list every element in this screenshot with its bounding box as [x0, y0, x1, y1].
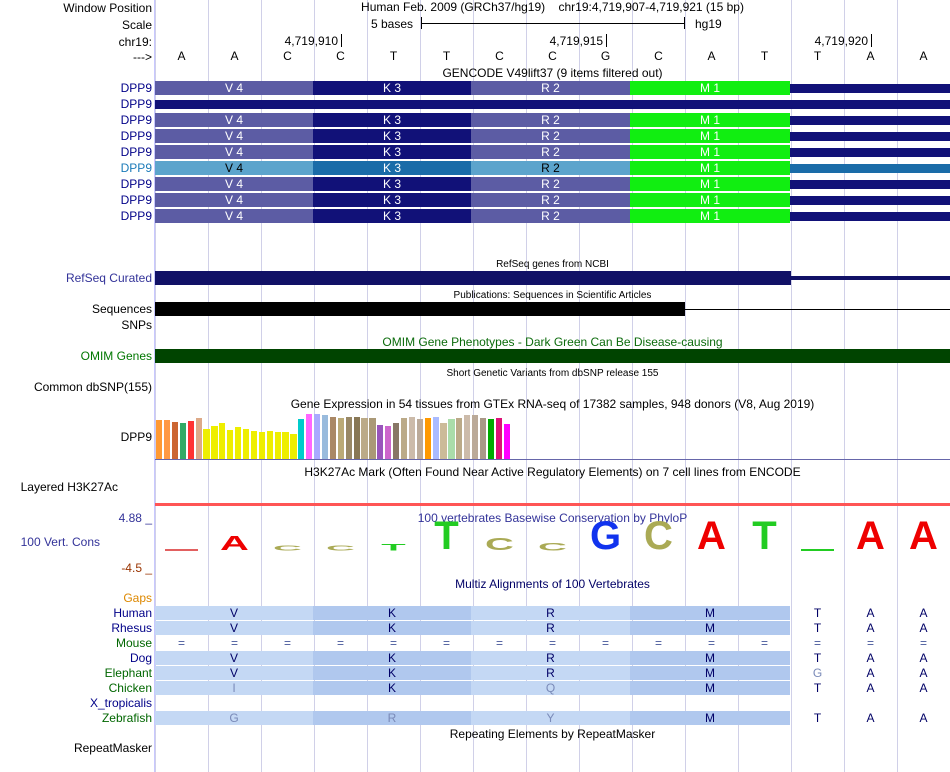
utr-block[interactable] — [790, 212, 950, 221]
gtex-tissue-bar[interactable] — [243, 429, 249, 459]
refseq-coding-block[interactable] — [155, 271, 791, 285]
ruler-tick — [871, 34, 872, 47]
gencode-transcript[interactable] — [155, 177, 950, 191]
aligned-base: T — [813, 651, 822, 665]
gtex-tissue-bar[interactable] — [385, 426, 391, 459]
multiz-species-row[interactable] — [155, 711, 950, 725]
scale-bar — [421, 17, 685, 29]
gencode-transcript-label[interactable]: DPP9 — [120, 145, 152, 159]
gtex-tissue-bar[interactable] — [464, 415, 470, 459]
multiz-species-label[interactable]: Chicken — [108, 681, 152, 695]
gtex-tissue-bar[interactable] — [156, 420, 162, 459]
codon-block[interactable]: M 1 — [630, 145, 790, 159]
gencode-track-title[interactable]: GENCODE V49lift37 (9 items filtered out) — [442, 66, 663, 80]
gencode-transcript[interactable] — [155, 193, 950, 207]
snps-label[interactable]: SNPs — [121, 318, 152, 332]
codon-block[interactable]: M 1 — [630, 177, 790, 191]
codon-block[interactable]: V 4 — [155, 81, 313, 95]
utr-block[interactable] — [790, 164, 950, 173]
codon-block[interactable]: R 2 — [471, 209, 630, 223]
codon-block[interactable]: M 1 — [630, 161, 790, 175]
base-letter: C — [548, 49, 557, 63]
aligned-base: A — [919, 621, 928, 635]
codon-block[interactable]: K 3 — [313, 145, 471, 159]
aligned-equal-mark: = — [495, 636, 503, 650]
gtex-tissue-bar[interactable] — [425, 418, 431, 459]
aligned-amino-acid: K — [313, 606, 471, 620]
phylop-base-letter: C — [644, 514, 673, 558]
gencode-transcript-label[interactable]: DPP9 — [120, 81, 152, 95]
aligned-base: A — [866, 651, 875, 665]
aligned-equal-mark: = — [813, 636, 821, 650]
strand-arrow-label: ---> — [133, 50, 152, 64]
multiz-species-label[interactable]: Zebrafish — [101, 711, 152, 725]
multiz-species-label[interactable]: Mouse — [115, 636, 152, 650]
aligned-amino-acid: M — [630, 621, 790, 635]
aligned-amino-acid: R — [313, 711, 471, 725]
transcript-block[interactable] — [155, 100, 950, 109]
multiz-track-title[interactable]: Multiz Alignments of 100 Vertebrates — [455, 577, 650, 591]
gtex-tissue-bar[interactable] — [440, 423, 446, 459]
utr-block[interactable] — [790, 148, 950, 157]
aligned-amino-acid: V — [155, 666, 313, 680]
gencode-transcript-label[interactable]: DPP9 — [120, 97, 152, 111]
common-dbsnp-label[interactable]: Common dbSNP(155) — [33, 380, 152, 394]
aligned-equal-mark: = — [336, 636, 344, 650]
phylop-base-letter: C — [485, 535, 514, 555]
codon-block[interactable]: R 2 — [471, 177, 630, 191]
gtex-tissue-bar[interactable] — [306, 414, 312, 459]
codon-block[interactable]: K 3 — [313, 209, 471, 223]
base-letter: A — [230, 49, 239, 63]
codon-block[interactable]: V 4 — [155, 129, 313, 143]
gtex-tissue-bar[interactable] — [314, 414, 320, 459]
gtex-tissue-bar[interactable] — [196, 418, 202, 459]
gtex-tissue-bar[interactable] — [164, 420, 170, 459]
base-letter: A — [707, 49, 716, 63]
gtex-tissue-bar[interactable] — [188, 421, 194, 459]
gencode-transcript[interactable] — [155, 209, 950, 223]
codon-block[interactable]: K 3 — [313, 193, 471, 207]
gencode-transcript[interactable] — [155, 81, 950, 95]
multiz-species-row[interactable] — [155, 636, 950, 650]
gtex-tissue-bar[interactable] — [267, 431, 273, 459]
aligned-amino-acid: R — [471, 651, 630, 665]
aligned-base: G — [812, 666, 823, 680]
aligned-base: A — [866, 681, 875, 695]
gencode-transcript[interactable] — [155, 129, 950, 143]
multiz-species-row[interactable] — [155, 606, 950, 620]
aligned-equal-mark: = — [442, 636, 450, 650]
gtex-tissue-bar[interactable] — [480, 418, 486, 459]
codon-block[interactable]: V 4 — [155, 161, 313, 175]
aligned-base: A — [866, 606, 875, 620]
gencode-transcript[interactable] — [155, 161, 950, 175]
gtex-tissue-bar[interactable] — [504, 424, 510, 459]
gaps-label: Gaps — [123, 591, 152, 605]
phylop-track-title[interactable]: 100 vertebrates Basewise Conservation by PhyloP — [417, 511, 688, 525]
conservation-min-label: -4.5 _ — [121, 561, 152, 575]
codon-block[interactable]: R 2 — [471, 113, 630, 127]
aligned-amino-acid: R — [471, 621, 630, 635]
codon-block[interactable]: K 3 — [313, 161, 471, 175]
aligned-base: A — [866, 711, 875, 725]
publication-sequence-line — [685, 309, 950, 310]
gtex-tissue-bar[interactable] — [203, 429, 209, 459]
utr-block[interactable] — [790, 196, 950, 205]
base-letter: C — [654, 49, 663, 63]
chrom-label: chr19: — [118, 35, 152, 49]
codon-block[interactable]: M 1 — [630, 81, 790, 95]
aligned-equal-mark: = — [601, 636, 609, 650]
gtex-tissue-bar[interactable] — [259, 432, 265, 459]
gtex-tissue-bar[interactable] — [251, 431, 257, 459]
window-position-label: Window Position — [63, 1, 152, 15]
gtex-tissue-bar[interactable] — [393, 423, 399, 459]
gtex-tissue-bar[interactable] — [219, 423, 225, 459]
h3k27ac-track-title[interactable]: H3K27Ac Mark (Often Found Near Active Regulatory Elements) on 7 cell lines from ENCODE — [304, 465, 801, 479]
base-letter: T — [760, 49, 769, 63]
aligned-equal-mark: = — [760, 636, 768, 650]
codon-block[interactable]: M 1 — [630, 129, 790, 143]
codon-block[interactable]: R 2 — [471, 193, 630, 207]
multiz-species-label[interactable]: X_tropicalis — [89, 696, 152, 710]
codon-block[interactable]: R 2 — [471, 145, 630, 159]
aligned-amino-acid: K — [313, 666, 471, 680]
codon-block[interactable]: V 4 — [155, 177, 313, 191]
aligned-base: A — [919, 711, 928, 725]
gtex-tissue-bar[interactable] — [456, 418, 462, 459]
gtex-tissue-bar[interactable] — [369, 418, 375, 459]
aligned-equal-mark: = — [177, 636, 185, 650]
base-letter: T — [389, 49, 398, 63]
gtex-gene-label[interactable]: DPP9 — [120, 430, 152, 444]
window-position-header — [155, 1, 950, 14]
codon-block[interactable]: V 4 — [155, 145, 313, 159]
aligned-amino-acid: V — [155, 651, 313, 665]
vert-cons-label[interactable]: 100 Vert. Cons — [20, 535, 100, 549]
gencode-transcript[interactable] — [155, 145, 950, 159]
aligned-base: T — [813, 606, 822, 620]
gencode-transcript-label[interactable]: DPP9 — [120, 193, 152, 207]
layered-h3k27ac-label[interactable]: Layered H3K27Ac — [20, 480, 118, 494]
aligned-amino-acid: I — [155, 681, 313, 695]
aligned-amino-acid: M — [630, 606, 790, 620]
codon-block[interactable]: R 2 — [471, 81, 630, 95]
gtex-tissue-bar[interactable] — [488, 419, 494, 459]
repeatmasker-track-title[interactable]: Repeating Elements by RepeatMasker — [449, 727, 656, 741]
utr-block[interactable] — [790, 116, 950, 125]
utr-block[interactable] — [790, 132, 950, 141]
aligned-amino-acid: M — [630, 651, 790, 665]
aligned-equal-mark: = — [654, 636, 662, 650]
codon-block[interactable]: K 3 — [313, 129, 471, 143]
base-letter: C — [283, 49, 292, 63]
omim-gene-block[interactable] — [155, 349, 950, 363]
publications-track-title[interactable]: Publications: Sequences in Scientific Articles — [453, 290, 652, 301]
base-letter: G — [600, 49, 611, 63]
phylop-bar — [165, 549, 198, 551]
gencode-transcript[interactable] — [155, 97, 950, 111]
scale-assembly-label: hg19 — [695, 17, 722, 31]
base-letter: A — [866, 49, 875, 63]
multiz-species-label[interactable]: Rhesus — [111, 621, 152, 635]
phylop-base-letter: A — [697, 514, 726, 558]
publication-sequence-block[interactable] — [155, 302, 685, 316]
aligned-amino-acid: M — [630, 711, 790, 725]
aligned-amino-acid: K — [313, 681, 471, 695]
gtex-tissue-bar[interactable] — [322, 415, 328, 459]
base-letter: A — [177, 49, 186, 63]
phylop-base-letter: T — [434, 514, 459, 558]
gtex-baseline — [155, 459, 950, 460]
ruler-tick — [341, 34, 342, 47]
h3k27ac-signal-line — [155, 503, 950, 506]
gtex-tissue-bar[interactable] — [417, 419, 423, 459]
aligned-base: A — [866, 621, 875, 635]
aligned-equal-mark: = — [866, 636, 874, 650]
gtex-tissue-bar[interactable] — [401, 418, 407, 459]
gtex-tissue-bar[interactable] — [282, 432, 288, 459]
phylop-base-letter: C — [273, 544, 302, 553]
ruler-tick — [606, 34, 607, 47]
refseq-curated-label[interactable]: RefSeq Curated — [65, 271, 152, 285]
phylop-base-letter: T — [381, 542, 406, 553]
base-letter: C — [495, 49, 504, 63]
gtex-tissue-bar[interactable] — [496, 418, 502, 459]
aligned-base: A — [919, 606, 928, 620]
gtex-tissue-bar[interactable] — [361, 418, 367, 459]
phylop-base-letter: C — [538, 540, 567, 553]
codon-block[interactable]: K 3 — [313, 177, 471, 191]
ruler-position-label: 4,719,920 — [814, 34, 868, 48]
utr-block[interactable] — [790, 180, 950, 189]
aligned-base: T — [813, 711, 822, 725]
gtex-track-title[interactable]: Gene Expression in 54 tissues from GTEx RNA-seq of 17382 samples, 948 donors (V8, Aug 2019) — [290, 397, 815, 411]
codon-block[interactable]: K 3 — [313, 113, 471, 127]
gtex-tissue-bar[interactable] — [330, 417, 336, 459]
codon-block[interactable]: V 4 — [155, 209, 313, 223]
sequences-label[interactable]: Sequences — [91, 302, 152, 316]
gtex-tissue-bar[interactable] — [338, 418, 344, 459]
ruler-position-label: 4,719,910 — [284, 34, 338, 48]
phylop-base-letter: A — [856, 514, 885, 558]
aligned-base: A — [919, 666, 928, 680]
phylop-base-letter: T — [752, 514, 777, 558]
multiz-species-label[interactable]: Human — [113, 606, 152, 620]
multiz-species-row[interactable] — [155, 621, 950, 635]
aligned-amino-acid: M — [630, 666, 790, 680]
base-letter: C — [336, 49, 345, 63]
codon-block[interactable]: M 1 — [630, 193, 790, 207]
gtex-tissue-bar[interactable] — [433, 417, 439, 459]
codon-block[interactable]: V 4 — [155, 113, 313, 127]
aligned-amino-acid: Y — [471, 711, 630, 725]
scale-size-label: 5 bases — [371, 17, 414, 31]
base-letter: T — [813, 49, 822, 63]
aligned-base: A — [866, 666, 875, 680]
aligned-amino-acid: V — [155, 621, 313, 635]
multiz-species-label[interactable]: Dog — [129, 651, 152, 665]
repeatmasker-label[interactable]: RepeatMasker — [73, 741, 152, 755]
codon-block[interactable]: M 1 — [630, 113, 790, 127]
gtex-tissue-bar[interactable] — [211, 426, 217, 459]
multiz-species-row[interactable] — [155, 666, 950, 680]
gtex-tissue-bar[interactable] — [180, 423, 186, 459]
gencode-transcript-label[interactable]: DPP9 — [120, 113, 152, 127]
multiz-species-label[interactable]: Elephant — [104, 666, 152, 680]
phylop-base-letter: A — [220, 532, 249, 555]
track-label-column — [0, 0, 154, 772]
gtex-tissue-bar[interactable] — [409, 417, 415, 459]
phylop-base-letter: A — [909, 514, 938, 558]
multiz-species-row[interactable] — [155, 651, 950, 665]
gencode-transcript-label[interactable]: DPP9 — [120, 129, 152, 143]
aligned-amino-acid: R — [471, 666, 630, 680]
gtex-tissue-bar[interactable] — [346, 417, 352, 459]
codon-block[interactable]: R 2 — [471, 129, 630, 143]
gtex-tissue-bar[interactable] — [172, 422, 178, 459]
aligned-amino-acid: G — [155, 711, 313, 725]
base-letter: T — [442, 49, 451, 63]
aligned-amino-acid: M — [630, 681, 790, 695]
phylop-base-letter: G — [589, 514, 622, 558]
aligned-base: T — [813, 681, 822, 695]
omim-genes-label[interactable]: OMIM Genes — [80, 349, 152, 363]
aligned-base: A — [919, 681, 928, 695]
base-letter: A — [919, 49, 928, 63]
conservation-max-label: 4.88 _ — [118, 511, 152, 525]
multiz-species-row[interactable] — [155, 681, 950, 695]
refseq-utr-block[interactable] — [791, 276, 950, 280]
gencode-transcript-label[interactable]: DPP9 — [120, 161, 152, 175]
aligned-base: A — [919, 651, 928, 665]
gtex-tissue-bar[interactable] — [235, 427, 241, 459]
phylop-base-letter: C — [326, 544, 355, 553]
codon-block[interactable]: M 1 — [630, 209, 790, 223]
aligned-amino-acid: K — [313, 651, 471, 665]
gencode-transcript[interactable] — [155, 113, 950, 127]
gtex-tissue-bar[interactable] — [227, 430, 233, 459]
aligned-equal-mark: = — [389, 636, 397, 650]
aligned-base: T — [813, 621, 822, 635]
codon-block[interactable]: V 4 — [155, 193, 313, 207]
gtex-tissue-bar[interactable] — [354, 417, 360, 459]
multiz-species-row[interactable] — [155, 696, 950, 710]
scale-label: Scale — [121, 18, 152, 32]
aligned-amino-acid: K — [313, 621, 471, 635]
gtex-tissue-bar[interactable] — [472, 415, 478, 459]
aligned-equal-mark: = — [707, 636, 715, 650]
dbsnp-track-title[interactable]: Short Genetic Variants from dbSNP release 155 — [446, 368, 659, 379]
aligned-equal-mark: = — [919, 636, 927, 650]
gencode-transcript-label[interactable]: DPP9 — [120, 177, 152, 191]
aligned-equal-mark: = — [548, 636, 556, 650]
gtex-tissue-bar[interactable] — [275, 432, 281, 459]
gencode-transcript-label[interactable]: DPP9 — [120, 209, 152, 223]
gtex-tissue-bar[interactable] — [377, 425, 383, 459]
ruler-position-label: 4,719,915 — [549, 34, 603, 48]
phylop-bar — [801, 549, 834, 551]
utr-block[interactable] — [790, 84, 950, 93]
gtex-tissue-bar[interactable] — [298, 419, 304, 459]
refseq-track-title[interactable]: RefSeq genes from NCBI — [496, 259, 609, 270]
browser-image-panel[interactable] — [155, 0, 950, 772]
assembly-title: Human Feb. 2009 (GRCh37/hg19) — [361, 0, 546, 14]
aligned-amino-acid: Q — [471, 681, 630, 695]
aligned-amino-acid: V — [155, 606, 313, 620]
aligned-equal-mark: = — [283, 636, 291, 650]
gtex-tissue-bar[interactable] — [290, 434, 296, 459]
position-readout: chr19:4,719,907-4,719,921 (15 bp) — [558, 0, 744, 14]
gtex-tissue-bar[interactable] — [448, 419, 454, 459]
aligned-equal-mark: = — [230, 636, 238, 650]
aligned-amino-acid: R — [471, 606, 630, 620]
omim-track-title[interactable]: OMIM Gene Phenotypes - Dark Green Can Be Disease-causing — [382, 335, 723, 349]
codon-block[interactable]: K 3 — [313, 81, 471, 95]
codon-block[interactable]: R 2 — [471, 161, 630, 175]
